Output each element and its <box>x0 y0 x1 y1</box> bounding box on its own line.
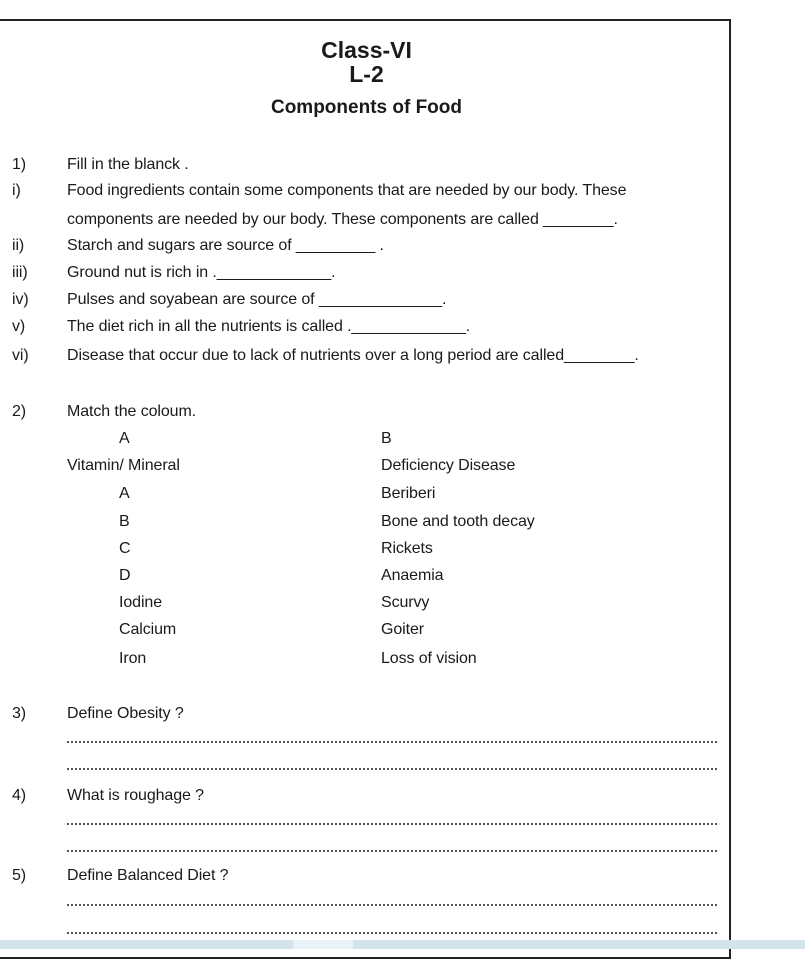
item-number: iv) <box>12 291 29 308</box>
column-a-title: Vitamin/ Mineral <box>67 457 180 474</box>
question-text: Define Balanced Diet ? <box>67 867 229 884</box>
answer-line <box>67 741 717 743</box>
item-number: vi) <box>12 347 29 364</box>
match-b: Beriberi <box>381 485 436 502</box>
bottom-bar <box>0 940 805 949</box>
item-text: components are needed by our body. These components are called ________. <box>67 211 618 228</box>
question-number: 1) <box>12 156 27 173</box>
question-text: Define Obesity ? <box>67 705 184 722</box>
question-text: What is roughage ? <box>67 787 204 804</box>
match-b: Anaemia <box>381 567 444 584</box>
item-text: Ground nut is rich in ._____________. <box>67 264 336 281</box>
item-text: Food ingredients contain some components that are needed by our body. These <box>67 182 627 199</box>
lesson-heading: L-2 <box>349 61 384 87</box>
match-a: D <box>119 567 131 584</box>
match-a: Iron <box>119 650 147 667</box>
match-b: Bone and tooth decay <box>381 513 535 530</box>
match-b: Rickets <box>381 540 433 557</box>
match-a: A <box>119 485 130 502</box>
match-a: Calcium <box>119 621 177 638</box>
item-text: Disease that occur due to lack of nutrients over a long period are called________. <box>67 347 639 364</box>
match-b: Loss of vision <box>381 650 477 667</box>
item-number: iii) <box>12 264 28 281</box>
page-title: Components of Food <box>270 97 463 118</box>
worksheet <box>0 19 731 959</box>
item-number: i) <box>12 182 21 199</box>
class-heading: Class-VI <box>321 37 412 63</box>
item-text: The diet rich in all the nutrients is called ._____________. <box>67 318 471 335</box>
match-a: C <box>119 540 131 557</box>
question-text: Match the coloum. <box>67 403 197 420</box>
item-number: ii) <box>12 237 25 254</box>
answer-line <box>67 850 717 852</box>
column-b-title: Deficiency Disease <box>381 457 516 474</box>
column-a-heading: A <box>119 430 130 447</box>
item-text: Starch and sugars are source of _________ . <box>67 237 384 254</box>
column-b-heading: B <box>381 430 392 447</box>
question-number: 3) <box>12 705 27 722</box>
match-b: Goiter <box>381 621 424 638</box>
question-number: 2) <box>12 403 27 420</box>
item-text: Pulses and soyabean are source of ______________. <box>67 291 447 308</box>
match-b: Scurvy <box>381 594 430 611</box>
answer-line <box>67 768 717 770</box>
match-a: B <box>119 513 130 530</box>
answer-line <box>67 904 717 906</box>
answer-line <box>67 932 717 934</box>
bottom-bar-segment <box>293 940 353 949</box>
match-a: Iodine <box>119 594 162 611</box>
question-number: 5) <box>12 867 27 884</box>
answer-line <box>67 823 717 825</box>
question-text: Fill in the blanck . <box>67 156 189 173</box>
question-number: 4) <box>12 787 27 804</box>
item-number: v) <box>12 318 26 335</box>
